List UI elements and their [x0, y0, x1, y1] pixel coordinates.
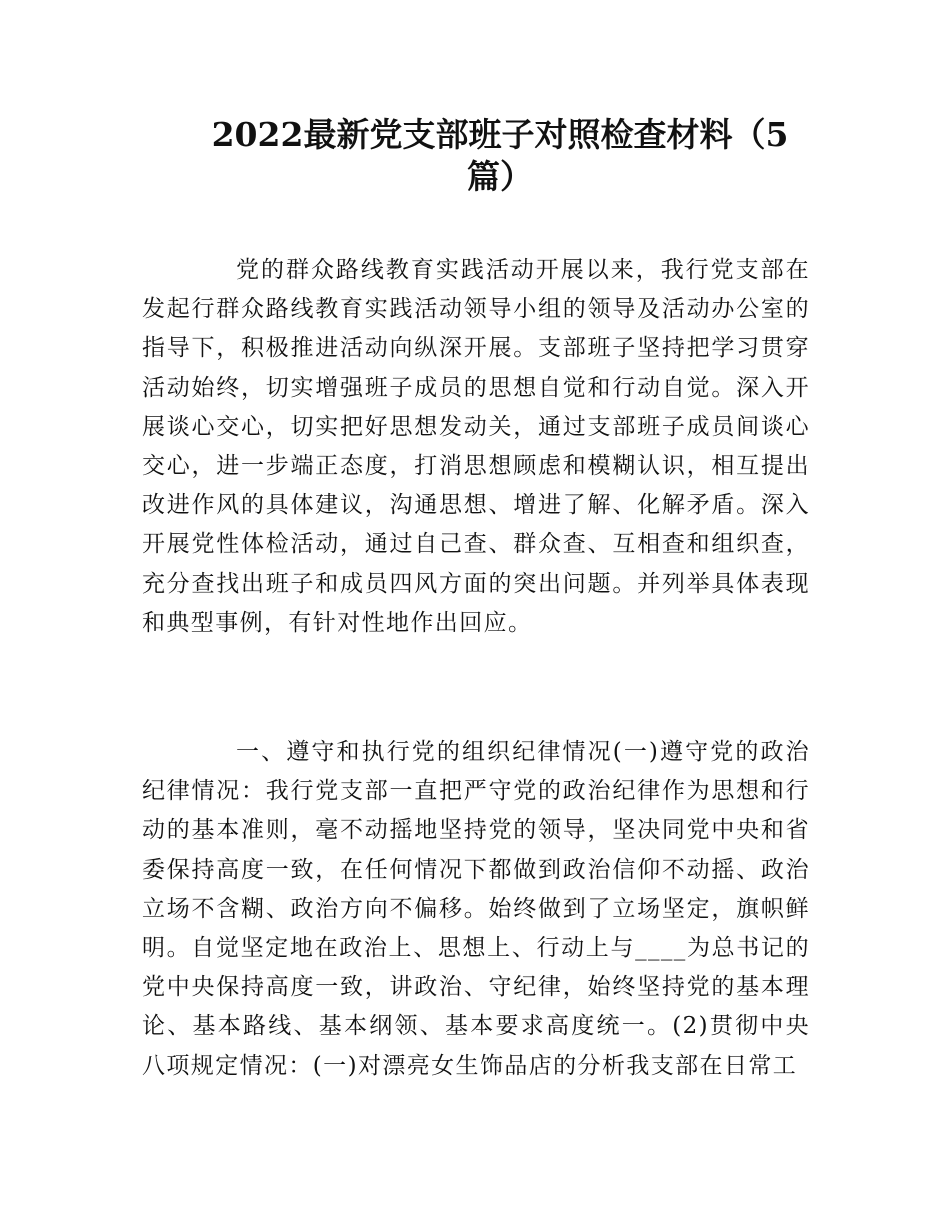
- paragraph-intro: 党的群众路线教育实践活动开展以来，我行党支部在发起行群众路线教育实践活动领导小组的领导及活动办公室的指导下，积极推进活动向纵深开展。支部班子坚持把学习贯穿活动始终，切实增强班子成员的思想自觉和行动自觉。深入开展谈心交心，切实把好思想发动关，通过支部班子成员间谈心交心，进一步端正态度，打消思想顾虑和模糊认识，相互提出改进作风的具体建议，沟通思想、增进了解、化解矛盾。深入开展党性体检活动，通过自己查、群众查、互相查和组织查，充分查找出班子和成员四风方面的突出问题。并列举具体表现和典型事例，有针对性地作出回应。: [142, 257, 810, 636]
- document-title: 2022最新党支部班子对照检查材料（5篇）: [211, 115, 789, 196]
- paragraph-discipline: 一、遵守和执行党的组织纪律情况(一)遵守党的政治纪律情况：我行党支部一直把严守党的政治纪律作为思想和行动的基本准则，毫不动摇地坚持党的领导，坚决同党中央和省委保持高度一致，在任何情况下都做到政治信仰不动摇、政治立场不含糊、政治方向不偏移。始终做到了立场坚定，旗帜鲜明。自觉坚定地在政治上、思想上、行动上与____为总书记的党中央保持高度一致，讲政治、守纪律，始终坚持党的基本理论、基本路线、基本纲领、基本要求高度统一。(2)贯彻中央八项规定情况：(一)对漂亮女生饰品店的分析我支部在日常工: [142, 739, 810, 1079]
